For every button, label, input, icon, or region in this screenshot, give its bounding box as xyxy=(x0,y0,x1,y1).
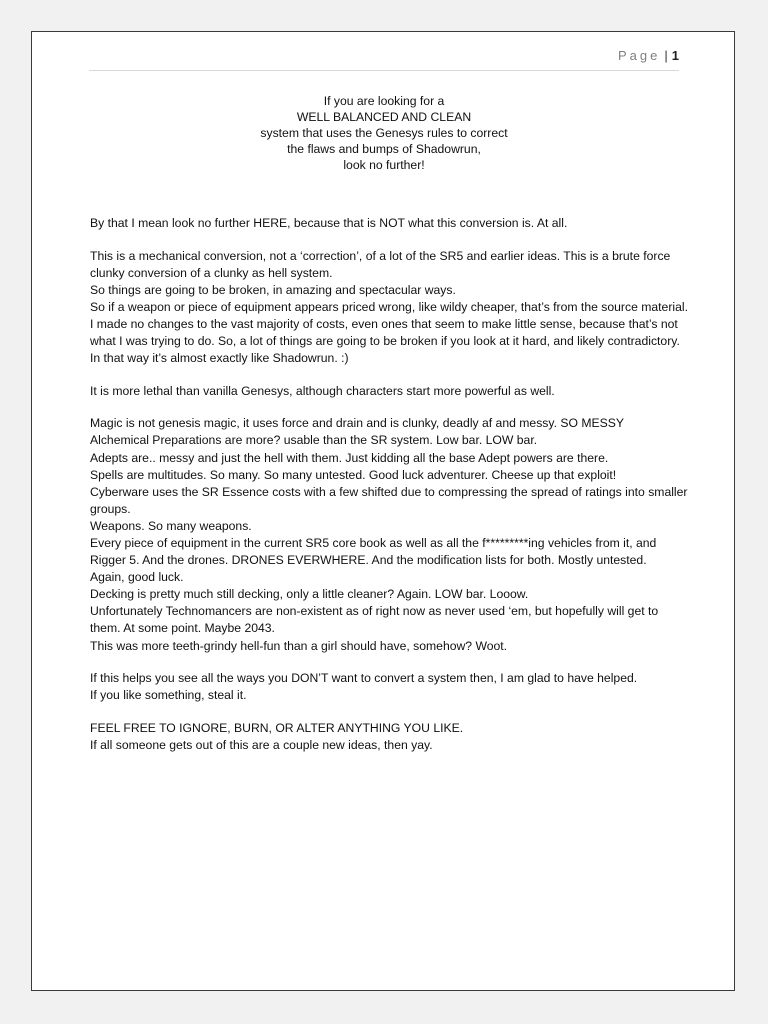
title-line: look no further! xyxy=(343,158,425,172)
title-line: WELL BALANCED AND CLEAN xyxy=(296,110,472,124)
text-line: FEEL FREE TO IGNORE, BURN, OR ALTER ANYTHING YOU LIKE. xyxy=(90,720,464,735)
text-line: This is a mechanical conversion, not a ‘correction’, of a lot of the SR5 and earlier ideas. This is a brute force clunky conversion of a clunky as hell system. xyxy=(90,248,671,280)
text-line: Again, good luck. xyxy=(90,570,184,585)
text-line: So things are going to be broken, in amazing and spectacular ways. xyxy=(90,282,456,297)
text-line: This was more teeth-grindy hell-fun than a girl should have, somehow? Woot. xyxy=(90,638,508,653)
text-line: It is more lethal than vanilla Genesys, although characters start more powerful as well. xyxy=(90,383,555,398)
title-line: If you are looking for a xyxy=(323,94,445,108)
paragraph xyxy=(90,670,690,704)
text-line: Every piece of equipment in the current SR5 core book as well as all the f*********ing vehicles from it, and Rigger 5. And the drones. DRONES EVERWHERE. And the modification lists for both. Mostly untested. xyxy=(90,536,657,568)
text-line: Alchemical Preparations are more? usable than the SR system. Low bar. LOW bar. xyxy=(90,433,538,448)
page-number: 1 xyxy=(671,48,679,63)
title-line: the flaws and bumps of Shadowrun, xyxy=(287,142,481,156)
text-line: Spells are multitudes. So many. So many untested. Good luck adventurer. Cheese up that exploit! xyxy=(90,467,617,482)
text-line: Magic is not genesis magic, it uses force and drain and is clunky, deadly af and messy. SO MESSY xyxy=(90,416,625,431)
text-line: Decking is pretty much still decking, only a little cleaner? Again. LOW bar. Looow. xyxy=(90,587,529,602)
document-page xyxy=(31,31,735,991)
page-header xyxy=(89,48,679,71)
paragraph xyxy=(90,720,690,754)
text-line: Weapons. So many weapons. xyxy=(90,518,252,533)
text-line: If you like something, steal it. xyxy=(90,688,247,703)
text-line: In that way it’s almost exactly like Shadowrun. :) xyxy=(90,351,349,366)
text-line: Cyberware uses the SR Essence costs with a few shifted due to compressing the spread of ratings into smaller groups. xyxy=(90,484,688,516)
page-label: Page xyxy=(618,48,661,63)
page-separator: | xyxy=(664,48,668,63)
text-line: If all someone gets out of this are a couple new ideas, then yay. xyxy=(90,737,433,752)
text-line: If this helps you see all the ways you DON’T want to convert a system then, I am glad to have helped. xyxy=(90,671,638,686)
text-line: Unfortunately Technomancers are non-existent as of right now as never used ‘em, but hopefully will get to them. At some point. Maybe 2043. xyxy=(90,604,659,636)
paragraph xyxy=(90,215,690,232)
paragraph xyxy=(90,383,690,400)
paragraph xyxy=(90,415,690,654)
title-block xyxy=(32,93,736,173)
text-line: By that I mean look no further HERE, because that is NOT what this conversion is. At all. xyxy=(90,216,568,230)
title-line: system that uses the Genesys rules to correct xyxy=(260,126,508,140)
text-line: Adepts are.. messy and just the hell with them. Just kidding all the base Adept powers are there. xyxy=(90,450,609,465)
body-text xyxy=(90,215,690,770)
text-line: So if a weapon or piece of equipment appears priced wrong, like wildy cheaper, that’s from the source material. I made no changes to the vast majority of costs, even ones that seem to make little sense, because that’s not what I was trying to do. So, a lot of things are going to be broken if you look at it hard, and likely contradictory. xyxy=(90,299,688,349)
paragraph xyxy=(90,248,690,368)
